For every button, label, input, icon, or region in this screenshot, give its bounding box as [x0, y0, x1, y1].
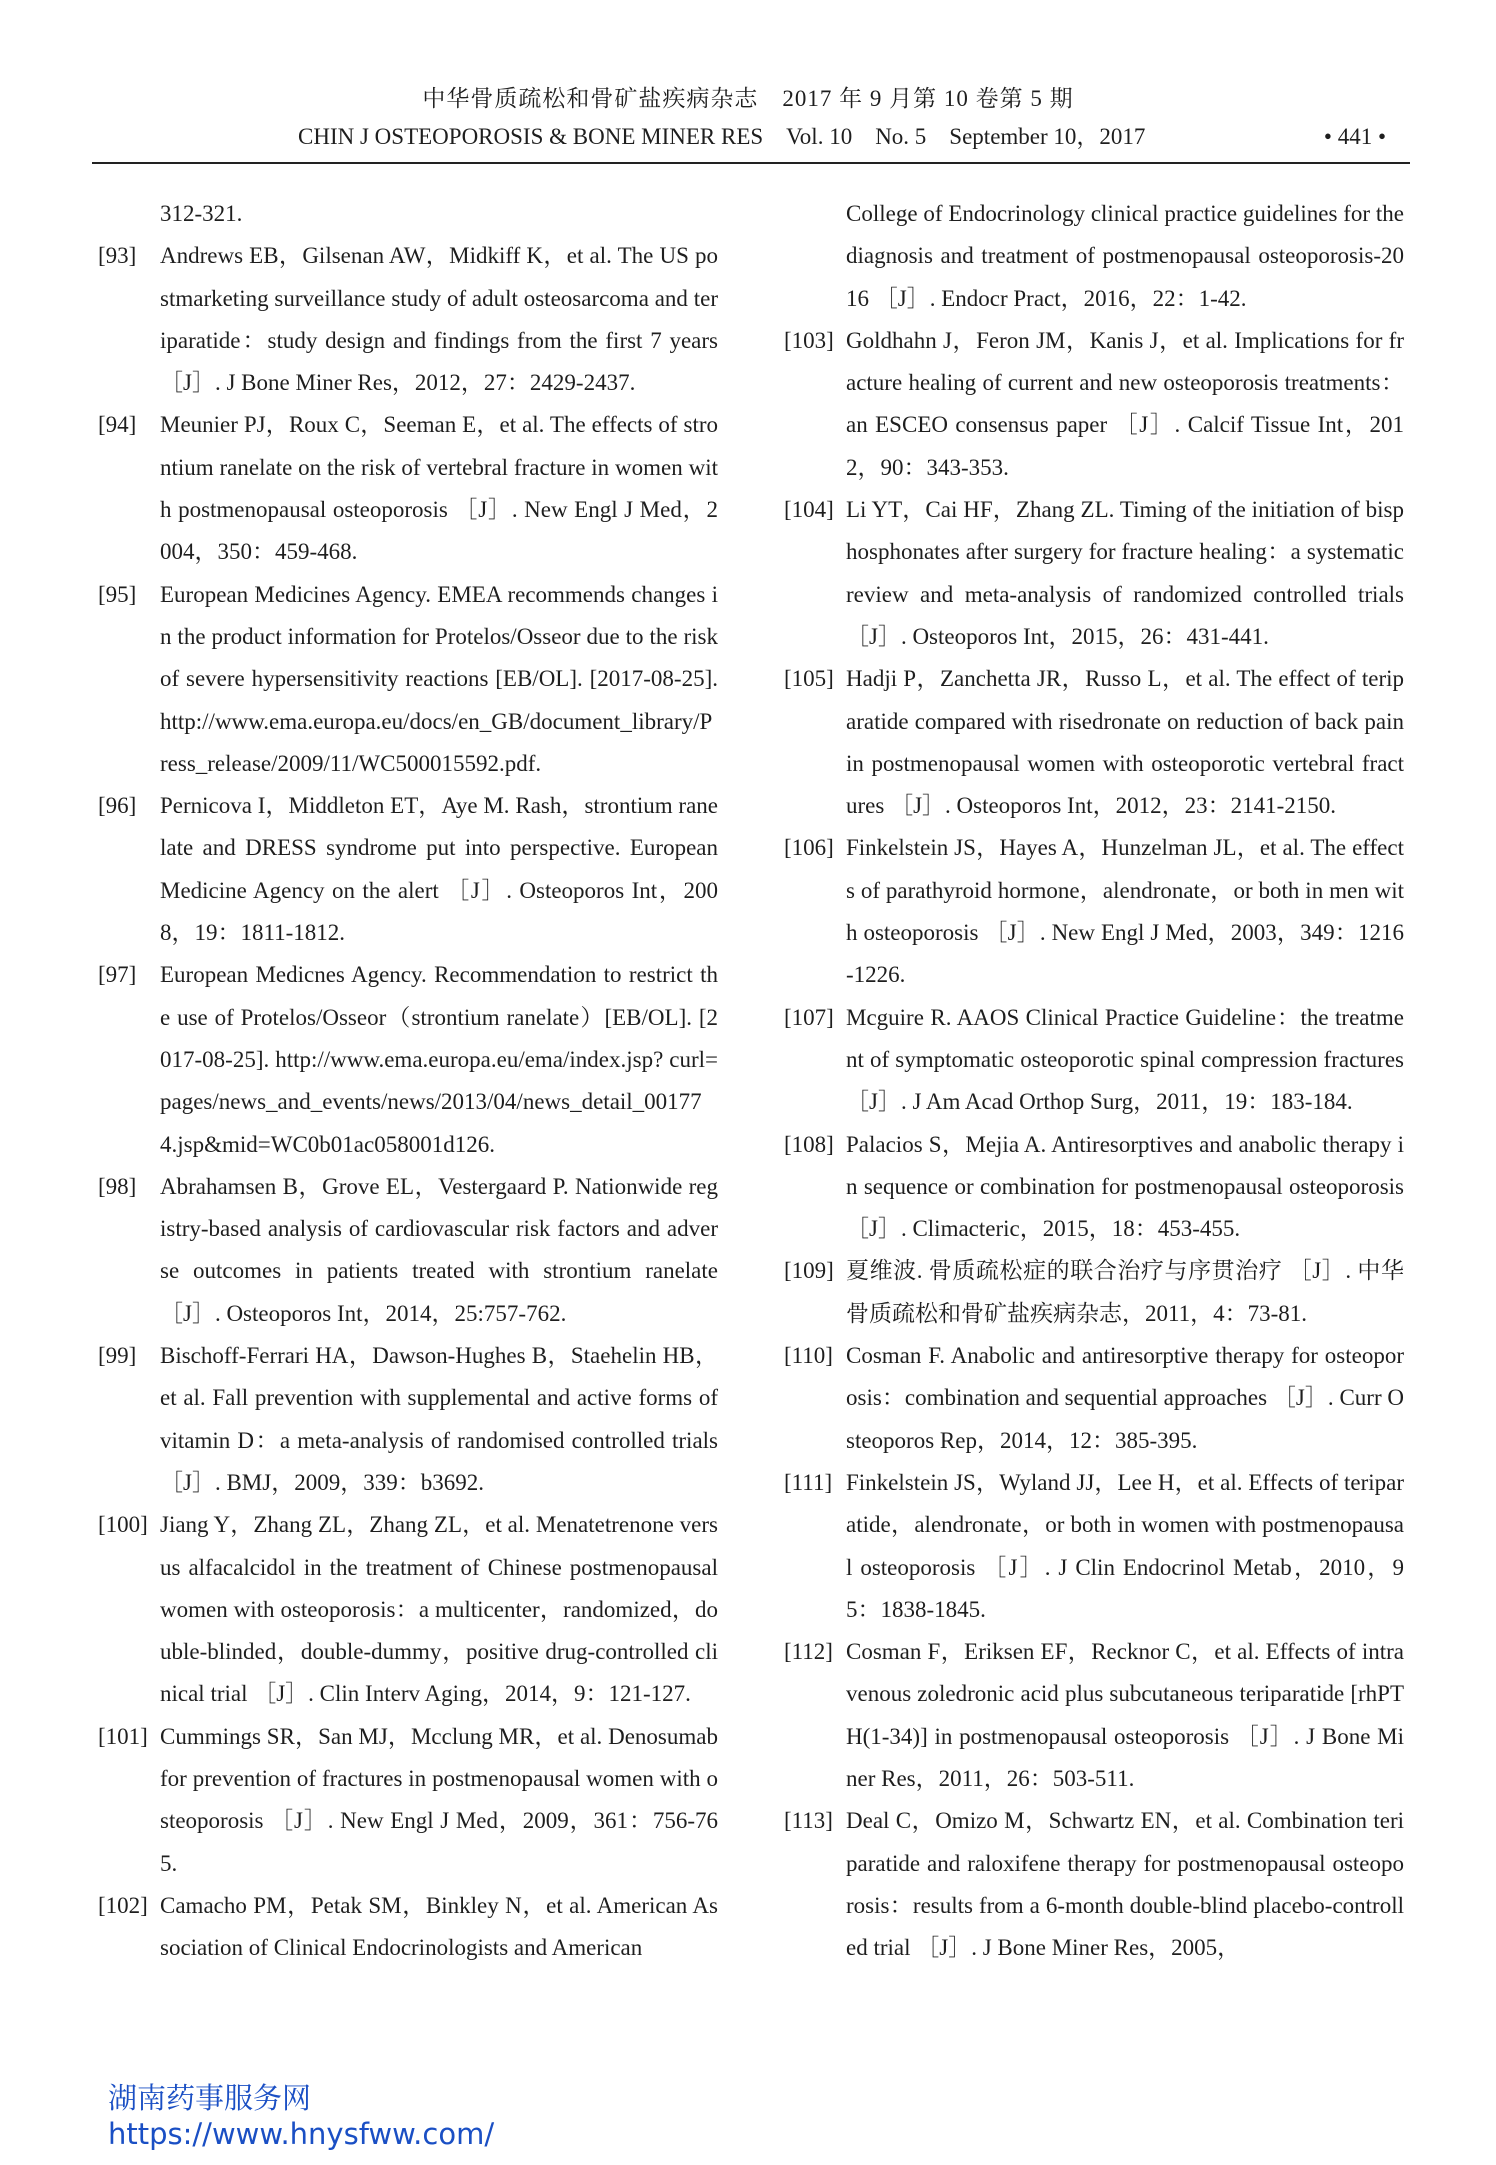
reference-entry	[98, 235, 718, 404]
reference-number: [99]	[98, 1343, 137, 1369]
reference-entry	[98, 1504, 718, 1715]
reference-entry	[784, 1250, 1404, 1335]
reference-number: [113]	[784, 1808, 833, 1834]
reference-text: Jiang Y，Zhang ZL，Zhang ZL，et al. Menatetrenone versus alfacalcidol in the treatment of Chinese postmenopausal women with osteoporosis：a multicenter，randomized，double-blinded，double-dummy，positive drug-controlled clinical trial ［J］. Clin Interv Aging，2014，9：121-127.	[160, 1512, 718, 1707]
reference-number: [101]	[98, 1723, 148, 1749]
reference-text: Finkelstein JS，Hayes A，Hunzelman JL，et al. The effects of parathyroid hormone，alendronate，or both in men with osteoporosis ［J］. New Engl J Med，2003，349：1216-1226.	[846, 835, 1404, 988]
reference-entry	[784, 1631, 1404, 1800]
reference-text: European Medicines Agency. EMEA recommends changes in the product information for Protelos/Osseor due to the risk of severe hypersensitivity reactions [EB/OL]. [2017-08-25]. http://www.ema.europa.eu/docs/en_GB/document_library/Press_release/2009/11/WC500015592.pdf.	[160, 581, 718, 776]
reference-text: Cosman F，Eriksen EF，Recknor C，et al. Effects of intravenous zoledronic acid plus subcutaneous teriparatide [rhPTH(1-34)] in postmenopausal osteoporosis ［J］. J Bone Miner Res，2011，26：503-511.	[846, 1639, 1404, 1791]
reference-text: Li YT，Cai HF，Zhang ZL. Timing of the initiation of bisphosphonates after surgery for fracture healing：a systematic review and meta-analysis of randomized controlled trials ［J］. Osteoporos Int，2015，26：431-441.	[846, 497, 1404, 649]
reference-number: [98]	[98, 1173, 137, 1199]
reference-text: Cummings SR，San MJ，Mcclung MR，et al. Denosumab for prevention of fractures in postmenopausal women with osteoporosis ［J］. New Engl J Med，2009，361：756-765.	[160, 1723, 718, 1876]
reference-entry	[784, 1124, 1404, 1251]
reference-entry	[784, 1335, 1404, 1462]
reference-text: European Medicnes Agency. Recommendation to restrict the use of Protelos/Osseor（strontium ranelate）[EB/OL]. [2017-08-25]. http://www.ema.europa.eu/ema/index.jsp? curl=pages/news_and_events/news/2013/04/news_detail_001774.jsp&mid=WC0b01ac058001d126.	[160, 962, 718, 1157]
reference-entry	[784, 1462, 1404, 1631]
reference-entry	[784, 827, 1404, 996]
reference-entry	[784, 658, 1404, 827]
reference-number: [105]	[784, 666, 834, 692]
reference-entry	[98, 193, 718, 235]
reference-text: College of Endocrinology clinical practice guidelines for the diagnosis and treatment of postmenopausal osteoporosis-2016 ［J］. Endocr Pract，2016，22：1-42.	[846, 201, 1404, 311]
reference-number: [108]	[784, 1131, 834, 1157]
reference-text: Camacho PM，Petak SM，Binkley N，et al. American Association of Clinical Endocrinologists and American	[160, 1892, 718, 1961]
reference-text: Hadji P，Zanchetta JR，Russo L，et al. The effect of teriparatide compared with risedronate on reduction of back pain in postmenopausal women with osteoporotic vertebral fractures ［J］. Osteoporos Int，2012，23：2141-2150.	[846, 666, 1404, 819]
journal-title-cn: 中华骨质疏松和骨矿盐疾病杂志 2017 年 9 月第 10 卷第 5 期	[422, 86, 1074, 111]
reference-number: [104]	[784, 497, 834, 523]
left-reference-column	[98, 193, 718, 1969]
reference-entry	[98, 954, 718, 1165]
reference-entry	[98, 1716, 718, 1885]
journal-title-en: CHIN J OSTEOPOROSIS & BONE MINER RES Vol. 10 No. 5 September 10，2017	[298, 124, 1146, 149]
reference-text: Cosman F. Anabolic and antiresorptive therapy for osteoporosis：combination and sequential approaches ［J］. Curr Osteoporos Rep，2014，12：385-395.	[846, 1343, 1404, 1453]
reference-number: [111]	[784, 1469, 833, 1495]
reference-number: [106]	[784, 835, 834, 861]
reference-text: Andrews EB，Gilsenan AW，Midkiff K，et al. The US postmarketing surveillance study of adult osteosarcoma and teriparatide：study design and findings from the first 7 years ［J］. J Bone Miner Res，2012，27：2429-2437.	[160, 243, 718, 396]
reference-entry	[98, 1885, 718, 1970]
reference-number: [95]	[98, 581, 137, 607]
reference-text: Abrahamsen B，Grove EL，Vestergaard P. Nationwide registry-based analysis of cardiovascular risk factors and adverse outcomes in patients treated with strontium ranelate ［J］. Osteoporos Int，2014，25:757-762.	[160, 1173, 718, 1326]
reference-entry	[98, 1335, 718, 1504]
reference-number: [100]	[98, 1512, 148, 1538]
reference-text: Bischoff-Ferrari HA，Dawson-Hughes B，Staehelin HB，et al. Fall prevention with supplemental and active forms of vitamin D：a meta-analysis of randomised controlled trials ［J］. BMJ，2009，339：b3692.	[160, 1343, 718, 1495]
site-watermark	[108, 2080, 494, 2152]
reference-entry	[98, 404, 718, 573]
reference-number: [103]	[784, 327, 834, 353]
reference-entry	[784, 1800, 1404, 1969]
watermark-url-link[interactable]: https://www.hnysfww.com/	[108, 2117, 495, 2151]
reference-text: Finkelstein JS，Wyland JJ，Lee H，et al. Effects of teriparatide，alendronate，or both in women with postmenopausal osteoporosis ［J］. J Clin Endocrinol Metab，2010，95：1838-1845.	[846, 1469, 1404, 1622]
reference-number: [93]	[98, 243, 137, 269]
reference-entry	[784, 193, 1404, 320]
reference-text: Deal C，Omizo M，Schwartz EN，et al. Combination teriparatide and raloxifene therapy for postmenopausal osteoporosis：results from a 6-month double-blind placebo-controlled trial ［J］. J Bone Miner Res，2005，	[846, 1808, 1404, 1961]
reference-text: 312-321.	[160, 201, 243, 226]
reference-entry	[784, 997, 1404, 1124]
reference-number: [107]	[784, 1004, 834, 1030]
reference-text: Pernicova I，Middleton ET，Aye M. Rash，strontium ranelate and DRESS syndrome put into perspective. European Medicine Agency on the alert ［J］. Osteoporos Int，2008，19：1811-1812.	[160, 793, 718, 946]
reference-entry	[98, 785, 718, 954]
watermark-site-name: 湖南药事服务网	[108, 2081, 312, 2115]
reference-number: [112]	[784, 1639, 833, 1665]
reference-number: [110]	[784, 1343, 833, 1369]
reference-number: [96]	[98, 793, 137, 819]
header-divider	[92, 162, 1410, 164]
reference-entry	[98, 574, 718, 785]
page-number: • 441 •	[1323, 124, 1386, 149]
reference-text: 夏维波. 骨质疏松症的联合治疗与序贯治疗 ［J］. 中华骨质疏松和骨矿盐疾病杂志，2011，4：73-81.	[846, 1258, 1404, 1326]
reference-text: Palacios S，Mejia A. Antiresorptives and anabolic therapy in sequence or combination for postmenopausal osteoporosis ［J］. Climacteric，2015，18：453-455.	[846, 1131, 1404, 1242]
reference-number: [109]	[784, 1258, 834, 1284]
reference-entry	[784, 320, 1404, 489]
reference-number: [102]	[98, 1892, 148, 1918]
reference-entry	[98, 1166, 718, 1335]
reference-text: Mcguire R. AAOS Clinical Practice Guideline：the treatment of symptomatic osteoporotic spinal compression fractures ［J］. J Am Acad Orthop Surg，2011，19：183-184.	[846, 1004, 1404, 1115]
reference-text: Meunier PJ，Roux C，Seeman E，et al. The effects of strontium ranelate on the risk of vertebral fracture in women with postmenopausal osteoporosis ［J］. New Engl J Med，2004，350：459-468.	[160, 412, 718, 565]
reference-number: [97]	[98, 962, 137, 988]
reference-entry	[784, 489, 1404, 658]
reference-text: Goldhahn J，Feron JM，Kanis J，et al. Implications for fracture healing of current and new osteoporosis treatments：an ESCEO consensus paper ［J］. Calcif Tissue Int，2012，90：343-353.	[846, 327, 1404, 480]
right-reference-column	[784, 193, 1404, 1969]
reference-number: [94]	[98, 412, 137, 438]
